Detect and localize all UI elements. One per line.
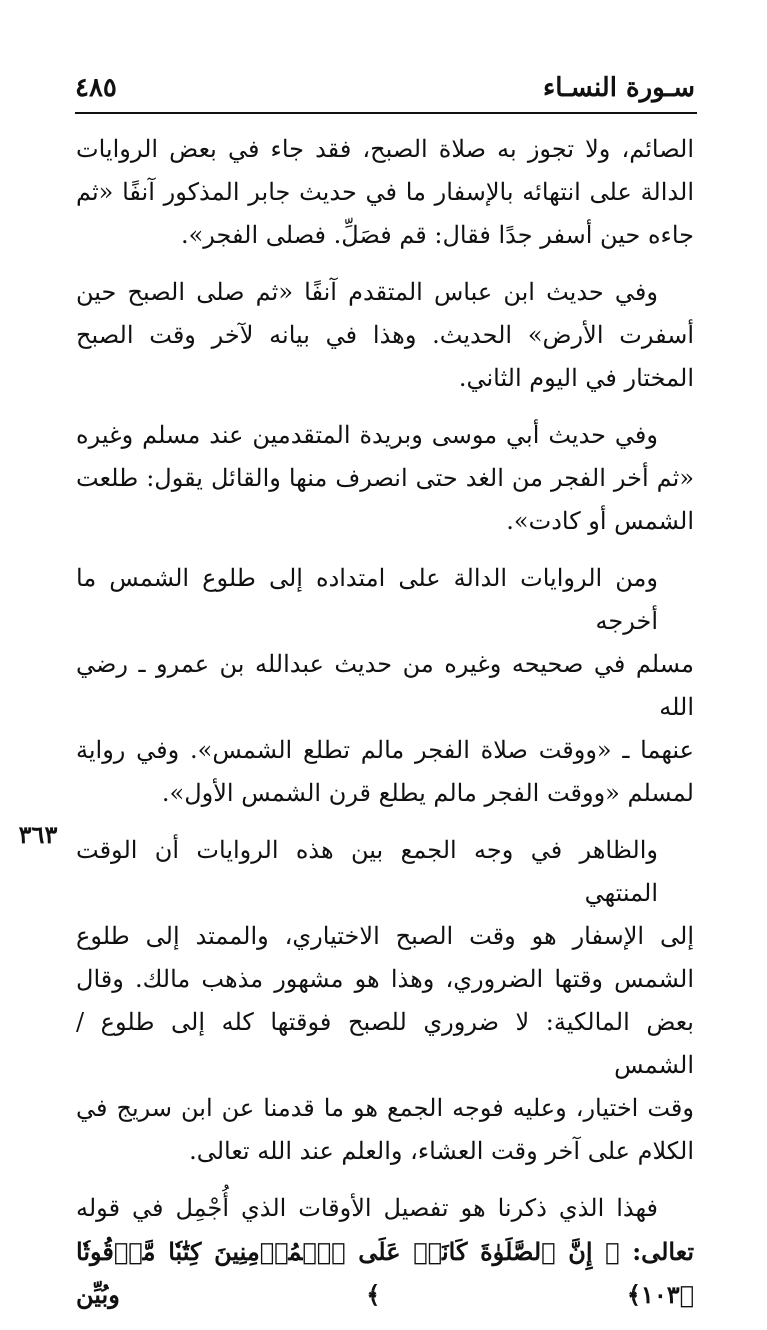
- text-line: عنهما ـ «ووقت صلاة الفجر مالم تطلع الشمس». وفي رواية: [76, 736, 694, 764]
- margin-page-reference: ٣٦٣: [18, 820, 58, 849]
- text-line: جاءه حين أسفر جدًا فقال: قم فصَلِّ. فصلى الفجر».: [180, 221, 694, 249]
- text-line: ومن الروايات الدالة على امتداده إلى طلوع الشمس ما أخرجه: [76, 564, 658, 635]
- paragraph: [76, 414, 694, 543]
- paragraph: [76, 128, 694, 257]
- text-line: فهذا الذي ذكرنا هو تفصيل الأوقات الذي أُجْمِل في قوله: [76, 1194, 658, 1222]
- header-divider: [75, 112, 697, 114]
- text-line: الصائم، ولا تجوز به صلاة الصبح، فقد جاء في بعض الروايات: [76, 135, 694, 163]
- text-line: «ثم أخر الفجر من الغد حتى انصرف منها والقائل يقول: طلعت: [76, 464, 694, 492]
- text-line: بعض المالكية: لا ضروري للصبح فوقتها كله إلى طلوع / الشمس: [76, 1008, 694, 1079]
- text-line: المختار في اليوم الثاني.: [458, 364, 694, 392]
- text-line: أسفرت الأرض» الحديث. وهذا في بيانه لآخر وقت الصبح: [76, 321, 694, 349]
- page-body: [76, 128, 694, 1330]
- text-line: الكلام على آخر وقت العشاء، والعلم عند الله تعالى.: [189, 1137, 694, 1165]
- text-line: والظاهر في وجه الجمع بين هذه الروايات أن الوقت المنتهي: [76, 836, 658, 907]
- page-number: ٤٨٥: [75, 73, 117, 103]
- paragraph: [76, 271, 694, 400]
- paragraph: [76, 829, 694, 1173]
- page-header: [75, 66, 695, 110]
- text-line: لمسلم «ووقت الفجر مالم يطلع قرن الشمس الأول».: [161, 779, 694, 807]
- text-line: إلى الإسفار هو وقت الصبح الاختياري، والممتد إلى طلوع: [76, 922, 694, 950]
- text-line: الشمس أو كادت».: [506, 507, 694, 535]
- text-line: الشمس وقتها الضروري، وهذا هو مشهور مذهب مالك. وقال: [76, 965, 694, 993]
- text-line: وقت اختيار، وعليه فوجه الجمع هو ما قدمنا عن ابن سريج في: [76, 1094, 694, 1122]
- surah-title: سـورة النسـاء: [542, 73, 695, 103]
- text-line: مسلم في صحيحه وغيره من حديث عبدالله بن عمرو ـ رضي الله: [76, 650, 695, 721]
- text-line: وفي حديث ابن عباس المتقدم آنفًا «ثم صلى الصبح حين: [76, 278, 658, 306]
- quran-verse-line: تعالى: ﴿ إِنَّ ٱلصَّلَوٰةَ كَانَتۡ عَلَى ٱلۡمُؤۡمِنِينَ كِتَٰبٗا مَّوۡقُوتٗا ﴿١٠٣﴾ ﴾ وبُيِّن: [76, 1237, 694, 1309]
- text-line: الدالة على انتهائه بالإسفار ما في حديث جابر المذكور آنفًا «ثم: [76, 178, 694, 206]
- paragraph: [76, 1187, 694, 1316]
- text-line: وفي حديث أبي موسى وبريدة المتقدمين عند مسلم وغيره: [76, 421, 658, 449]
- paragraph: [76, 557, 694, 815]
